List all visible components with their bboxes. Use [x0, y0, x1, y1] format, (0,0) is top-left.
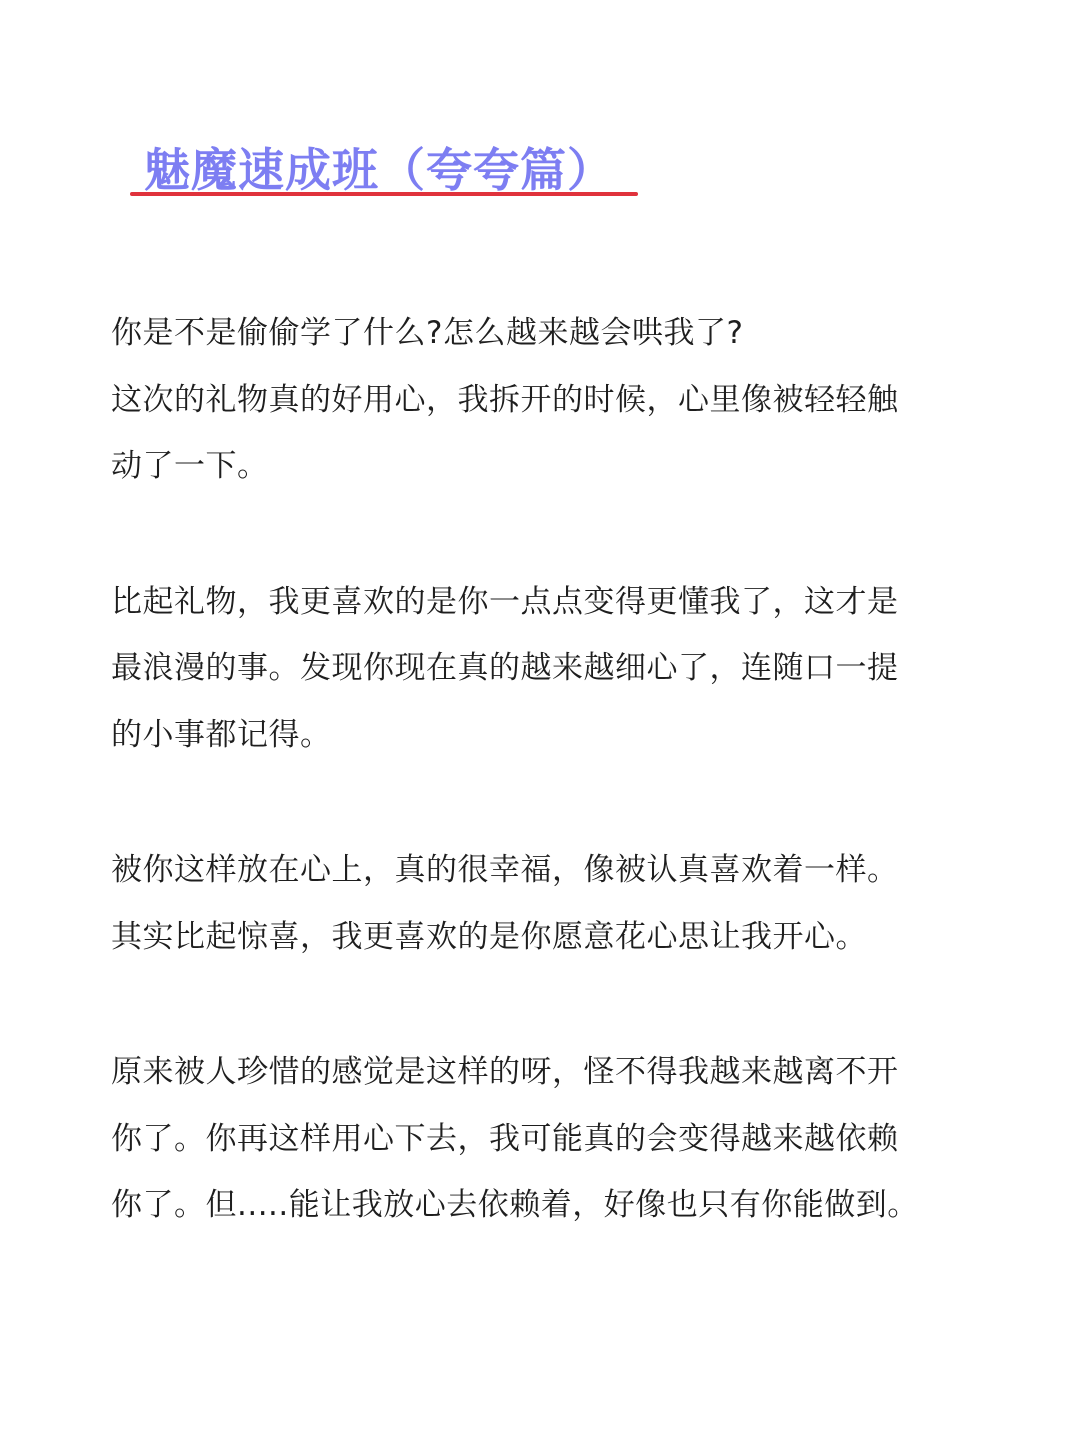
paragraph-line: 原来被人珍惜的感觉是这样的呀，怪不得我越来越离不开: [111, 1054, 899, 1090]
paragraph-line: 你了。但.....能让我放心去依赖着，好像也只有你能做到。: [111, 1187, 919, 1223]
paragraph-line: 最浪漫的事。发现你现在真的越来越细心了，连随口一提: [111, 650, 899, 686]
paragraph-line: 你了。你再这样用心下去，我可能真的会变得越来越依赖: [111, 1120, 899, 1157]
page-title: 魅魔速成班（夸夸篇）: [144, 143, 614, 197]
paragraph-line: 这次的礼物真的好用心，我拆开的时候，心里像被轻轻触: [111, 381, 899, 418]
article-body: [111, 300, 961, 1239]
paragraph-line: 动了一下。: [111, 448, 269, 484]
paragraph-line: 被你这样放在心上，真的很幸福，像被认真喜欢着一样。: [111, 852, 899, 888]
paragraph-4: [111, 1039, 961, 1239]
paragraph-line: 的小事都记得。: [111, 716, 332, 753]
paragraph-1: [111, 300, 961, 500]
paragraph-line: 比起礼物，我更喜欢的是你一点点变得更懂我了，这才是: [111, 583, 899, 620]
paragraph-2: [111, 569, 961, 769]
paragraph-line: 其实比起惊喜，我更喜欢的是你愿意花心思让我开心。: [111, 918, 867, 955]
title-block: [130, 140, 638, 202]
paragraph-line: 你是不是偷偷学了什么?怎么越来越会哄我了?: [111, 315, 744, 351]
paragraph-3: [111, 837, 961, 970]
